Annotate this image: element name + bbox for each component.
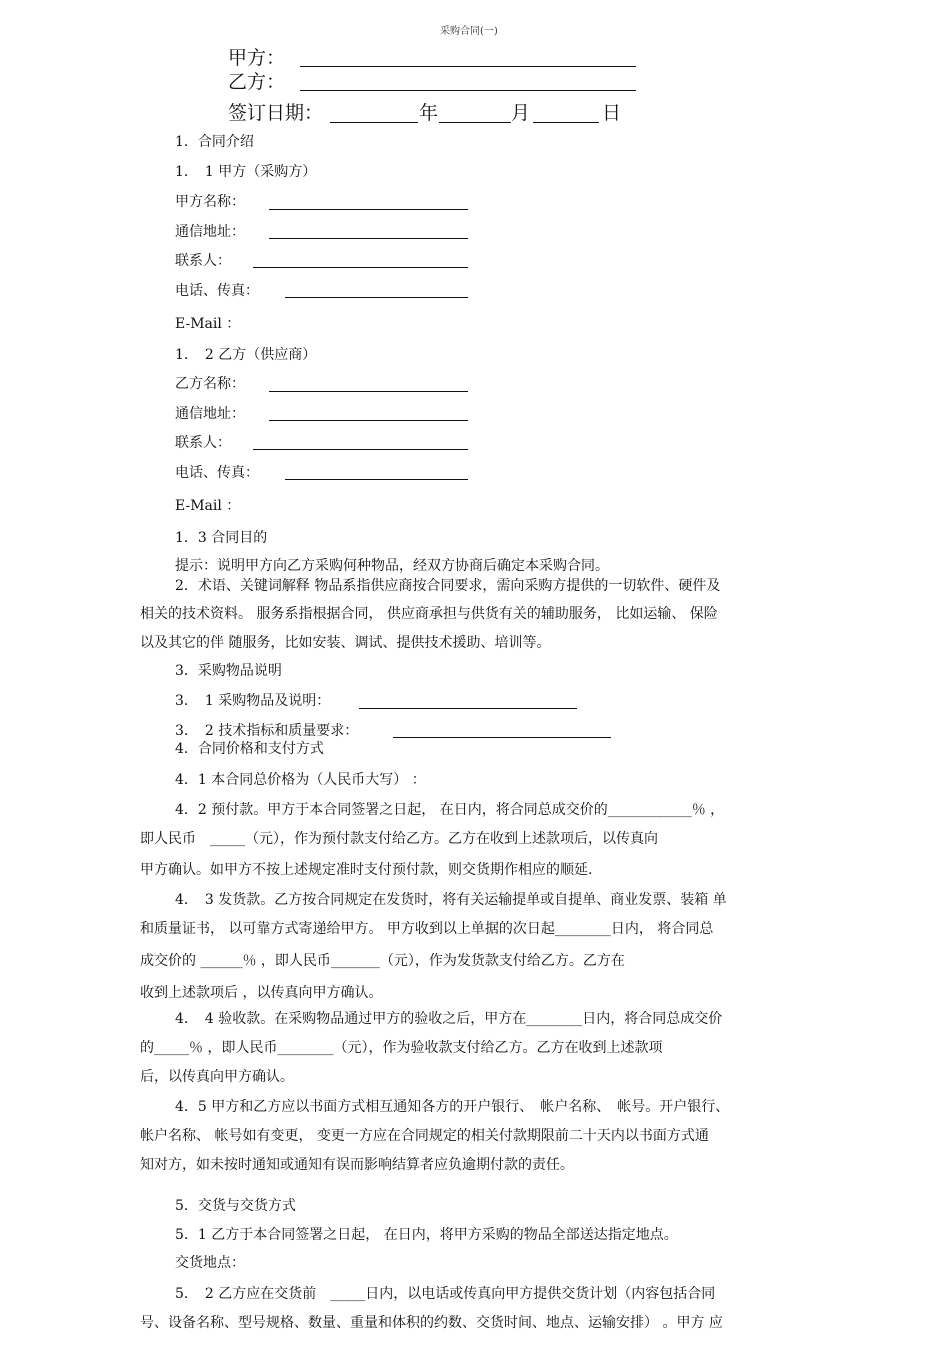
section-4-5-line-3: 知对方，如未按时通知或通知有误而影响结算者应负逾期付款的责任。: [140, 1157, 574, 1173]
party-b-email-label: E-Mail ：: [175, 498, 241, 514]
section-3-1-label: 3． 1 采购物品及说明：: [175, 693, 331, 709]
section-4-3-line-1: 4． 3 发货款。乙方按合同规定在发货时，将有关运输提单或自提单、商业发票、装箱 单: [175, 892, 727, 908]
party-a-phone-blank[interactable]: [285, 297, 468, 298]
delivery-location-label: 交货地点：: [175, 1255, 245, 1271]
section-4-1: 4．1 本合同总价格为（人民币大写） ：: [175, 772, 426, 788]
sign-day-blank[interactable]: [533, 122, 599, 123]
party-a-address-blank[interactable]: [269, 238, 468, 239]
section-1-3-hint: 提示：说明甲方向乙方采购何种物品，经双方协商后确定本采购合同。: [175, 558, 609, 574]
party-b-heading: 乙方：: [228, 71, 286, 93]
section-5-heading: 5．交货与交货方式: [175, 1198, 296, 1214]
section-3-2-label: 3． 2 技术指标和质量要求：: [175, 723, 359, 739]
section-4-3-line-2: 和质量证书， 以可靠方式寄递给甲方。 甲方收到以上单据的次日起________日内， 将合同总: [140, 921, 714, 937]
section-5-2-line-2: 号、设备名称、型号规格、数量、重量和体积的约数、交货时间、地点、运输安排） 。甲方 应: [140, 1315, 723, 1331]
sign-month-blank[interactable]: [439, 122, 511, 123]
party-b-name-blank[interactable]: [269, 391, 468, 392]
section-4-2-line-2: 即人民币 _____（元），作为预付款支付给乙方。乙方在收到上述款项后，以传真向: [140, 831, 658, 847]
sign-date-label: 签订日期：: [228, 102, 324, 124]
section-4-3-line-4: 收到上述款项后 ，以传真向甲方确认。: [140, 985, 383, 1001]
section-3-heading: 3．采购物品说明: [175, 663, 282, 679]
party-b-name-label: 乙方名称：: [175, 376, 245, 392]
party-a-name-blank[interactable]: [269, 209, 468, 210]
section-1-3-heading: 1．3 合同目的: [175, 530, 268, 546]
section-5-2-line-1: 5． 2 乙方应在交货前 _____日内，以电话或传真向甲方提供交货计划（内容包括合同: [175, 1286, 716, 1302]
section-5-1: 5．1 乙方于本合同签署之日起， 在日内，将甲方采购的物品全部送达指定地点。: [175, 1227, 678, 1243]
running-header: 采购合同(一): [440, 26, 498, 37]
party-a-heading: 甲方：: [228, 47, 286, 69]
section-4-5-line-2: 帐户名称、 帐号如有变更， 变更一方应在合同规定的相关付款期限前二十天内以书面方式通: [140, 1128, 709, 1144]
sign-year-blank[interactable]: [330, 122, 418, 123]
party-a-blank[interactable]: [300, 66, 636, 67]
party-b-contact-blank[interactable]: [253, 449, 468, 450]
party-b-blank[interactable]: [300, 90, 636, 91]
section-4-5-line-1: 4．5 甲方和乙方应以书面方式相互通知各方的开户银行、 帐户名称、 帐号。开户银行、: [175, 1099, 730, 1115]
section-4-4-line-2: 的_____％ ，即人民币________（元），作为验收款支付给乙方。乙方在收到上述款项: [140, 1040, 663, 1056]
section-4-2-line-3: 甲方确认。如甲方不按上述规定准时支付预付款，则交货期作相应的顺延.: [140, 862, 593, 878]
party-a-address-label: 通信地址：: [175, 224, 245, 240]
sign-year-unit: 年: [419, 102, 439, 124]
party-a-contact-label: 联系人：: [175, 253, 231, 269]
sign-month-unit: 月: [511, 102, 531, 124]
section-3-2-blank[interactable]: [393, 737, 611, 738]
section-4-4-line-1: 4． 4 验收款。在采购物品通过甲方的验收之后，甲方在________日内，将合同总成交价: [175, 1011, 723, 1027]
section-3-1-blank[interactable]: [359, 708, 577, 709]
section-1-2-heading: 1． 2 乙方（供应商）: [175, 347, 317, 363]
party-b-phone-label: 电话、传真：: [175, 465, 259, 481]
section-4-heading: 4．合同价格和支付方式: [175, 741, 324, 757]
section-4-4-line-3: 后，以传真向甲方确认。: [140, 1069, 294, 1085]
party-a-email-label: E-Mail ：: [175, 316, 241, 332]
party-b-address-blank[interactable]: [269, 420, 468, 421]
party-a-name-label: 甲方名称：: [175, 194, 245, 210]
sign-day-unit: 日: [602, 102, 622, 124]
party-a-phone-label: 电话、传真：: [175, 283, 259, 299]
section-4-3-line-3: 成交价的 ______％ ，即人民币_______（元），作为发货款支付给乙方。乙方在: [140, 953, 625, 969]
section-2-line-3: 以及其它的伴 随服务，比如安装、调试、提供技术援助、培训等。: [140, 635, 551, 651]
section-2-line-1: 2．术语、关键词解释 物品系指供应商按合同要求，需向采购方提供的一切软件、硬件及: [175, 578, 721, 594]
party-b-phone-blank[interactable]: [285, 479, 468, 480]
section-1-1-heading: 1． 1 甲方（采购方）: [175, 164, 317, 180]
section-1-heading: 1．合同介绍: [175, 134, 254, 150]
party-b-contact-label: 联系人：: [175, 435, 231, 451]
party-b-address-label: 通信地址：: [175, 406, 245, 422]
section-2-line-2: 相关的技术资料。 服务系指根据合同， 供应商承担与供货有关的辅助服务， 比如运输、 保险: [140, 606, 718, 622]
party-a-contact-blank[interactable]: [253, 267, 468, 268]
section-4-2-line-1: 4．2 预付款。甲方于本合同签署之日起， 在日内，将合同总成交价的____________％ ，: [175, 802, 725, 818]
